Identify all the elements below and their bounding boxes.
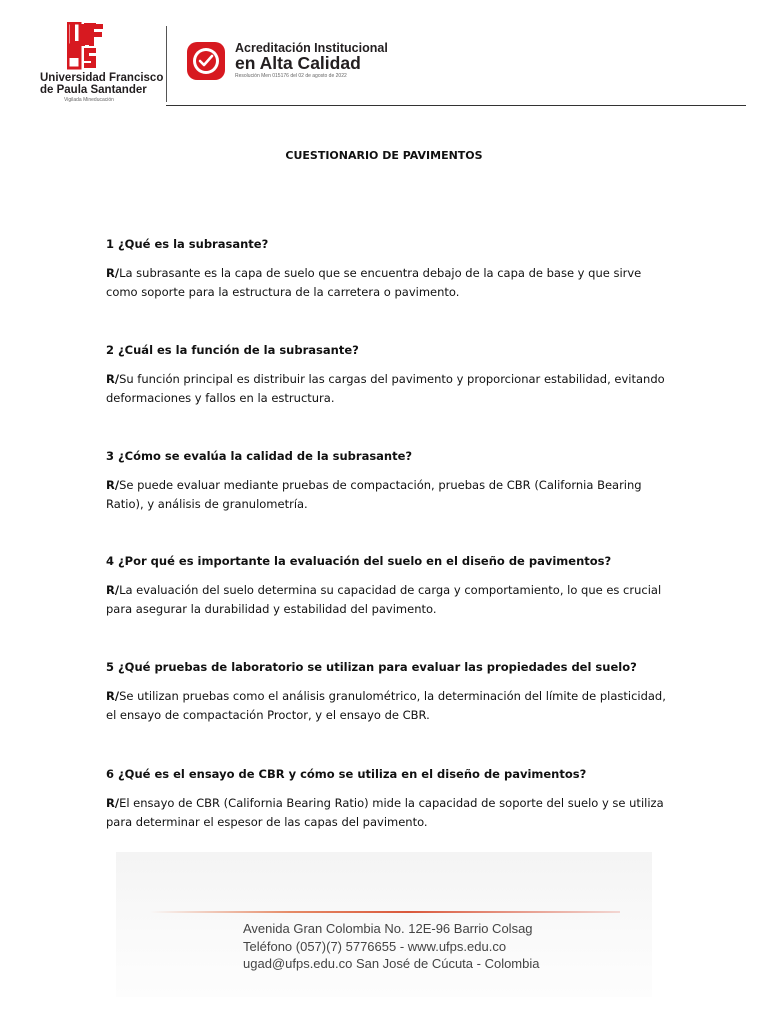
answer-prefix: R/ — [106, 372, 120, 386]
answer-text: El ensayo de CBR (California Bearing Ratio) mide la capacidad de soporte del suelo y se utiliza para determinar el espesor de las capas del pavimento. — [106, 796, 664, 829]
answer-text: Se puede evaluar mediante pruebas de compactación, pruebas de CBR (California Bearing Ratio), y análisis de granulometría. — [106, 478, 642, 511]
footer-email-city: ugad@ufps.edu.co San José de Cúcuta - Colombia — [243, 956, 540, 971]
check-circle-icon — [186, 41, 226, 81]
qa-item-2 — [106, 342, 666, 408]
qa-item-4 — [106, 553, 666, 619]
answer — [106, 581, 666, 619]
answer — [106, 370, 666, 408]
answer-text: La subrasante es la capa de suelo que se encuentra debajo de la capa de base y que sirve como soporte para la estructura de la carretera o pavimento. — [106, 266, 642, 299]
answer — [106, 794, 666, 832]
accreditation-resolution: Resolución Men 015176 del 02 de agosto de 2022 — [235, 73, 347, 79]
document-title: CUESTIONARIO DE PAVIMENTOS — [285, 149, 483, 162]
university-name — [40, 72, 165, 103]
accreditation-text — [235, 42, 388, 79]
answer — [106, 687, 666, 725]
header-divider — [166, 26, 167, 102]
question: 3 ¿Cómo se evalúa la calidad de la subrasante? — [106, 449, 413, 463]
accreditation-line1: Acreditación Institucional — [235, 41, 388, 55]
qa-item-3 — [106, 448, 666, 514]
footer-contact — [243, 920, 540, 973]
question: 5 ¿Qué pruebas de laboratorio se utilizan para evaluar las propiedades del suelo? — [106, 660, 637, 674]
ufps-emblem — [67, 22, 107, 70]
accreditation-line2: en Alta Calidad — [235, 53, 361, 73]
footer-phone-web: Teléfono (057)(7) 5776655 - www.ufps.edu.co — [243, 938, 507, 954]
qa-item-5 — [106, 659, 666, 725]
answer-prefix: R/ — [106, 796, 120, 810]
page-header — [0, 0, 768, 110]
answer-prefix: R/ — [106, 266, 120, 280]
answer — [106, 476, 666, 514]
university-name-line2: de Paula Santander — [40, 84, 147, 96]
question: 6 ¿Qué es el ensayo de CBR y cómo se utiliza en el diseño de pavimentos? — [106, 767, 587, 781]
question: 1 ¿Qué es la subrasante? — [106, 237, 269, 251]
header-rule — [166, 105, 746, 106]
footer-address: Avenida Gran Colombia No. 12E-96 Barrio Colsag — [243, 921, 533, 936]
answer-prefix: R/ — [106, 583, 120, 597]
answer-text: Su función principal es distribuir las cargas del pavimento y proporcionar estabilidad, evitando deformaciones y fallos en la estructura. — [106, 372, 665, 405]
answer-prefix: R/ — [106, 689, 120, 703]
answer-text: La evaluación del suelo determina su capacidad de carga y comportamiento, lo que es crucial para asegurar la durabilidad y estabilidad del pavimento. — [106, 583, 662, 616]
answer-text: Se utilizan pruebas como el análisis granulométrico, la determinación del límite de plasticidad, el ensayo de compactación Proctor, y el ensayo de CBR. — [106, 689, 666, 722]
university-tagline: Vigilada Mineducación — [64, 97, 114, 103]
qa-item-6 — [106, 766, 666, 832]
question: 4 ¿Por qué es importante la evaluación del suelo en el diseño de pavimentos? — [106, 554, 612, 568]
university-name-line1: Universidad Francisco — [40, 72, 164, 84]
answer-prefix: R/ — [106, 478, 120, 492]
qa-item-1 — [106, 236, 666, 302]
answer — [106, 264, 666, 302]
footer-accent-line — [150, 911, 620, 913]
question: 2 ¿Cuál es la función de la subrasante? — [106, 343, 359, 357]
